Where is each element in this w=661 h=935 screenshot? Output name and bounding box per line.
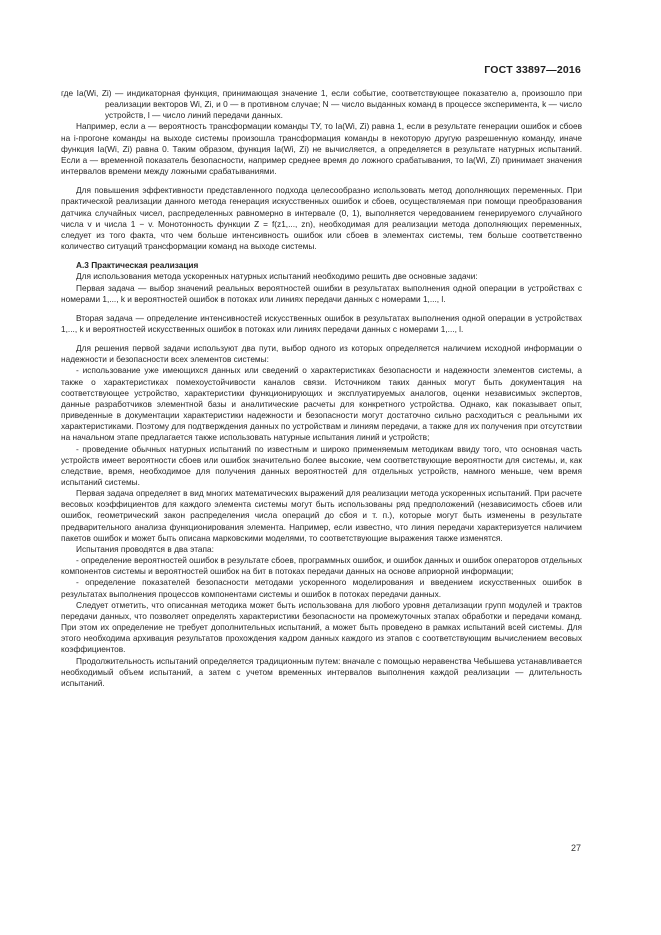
list-item-stage-one: - определение вероятностей ошибок в результате сбоев, программных ошибок, и ошибок данных и ошибок операторов отдельных компонентов системы и вероятностей ошибок на бит в потоках передачи данных на основе априорной информации; <box>61 555 582 577</box>
paragraph-method-note: Следует отметить, что описанная методика может быть использована для любого уровня детализации групп модулей и трактов передачи данных, что позволяет определять характеристики безопасности на промежуточных этапах обработки и передачи команд. При этом их определение не требует дополнительных испытаний, а может быть проведено в рамках испытаний всей системы. Для этого необходима архивация результатов прохождения кадром данных каждого из этапов с соответствующим вычислением весовых коэффициентов. <box>61 599 582 655</box>
paragraph-example: Например, если a — вероятность трансформации команды ТУ, то Ia(Wi, Zi) равна 1, если в результате генерации ошибок и сбоев на i-прогоне команды на выходе системы произошла трансформация команды в некоторую другую разрешенную команду, иначе функция Ia(Wi, Zi) равна 0. Таким образом, функция Ia(Wi, Zi) не вычисляется, а определяется в результате натурных испытаний. Если a — временной показатель безопасности, например среднее время до ложного срабатывания, то Ia(Wi, Zi) принимает значения интервалов времени между ложными срабатываниями. <box>61 121 582 177</box>
paragraph-complementary-variables: Для повышения эффективности представленного подхода целесообразно использовать метод дополняющих переменных. При практической реализации данного метода генерация искусственных ошибок и сбоев, осуществляемая при помощи преобразования датчика случайных чисел, распределенных равномерно в интервале (0, 1), выполняется чередованием генерируемого случайного числа v и числа 1 − v. Монотонность функции Z = f(z1,..., zn), необходимая для реализации метода дополняющих переменных, следует из того факта, что чем больше интенсивность ошибок или сбоев в элементах системы, тем больше соответственно количество ситуаций трансформации команд на выходе системы. <box>61 185 582 252</box>
document-body <box>61 88 582 689</box>
paragraph-definitions: где Ia(Wi, Zi) — индикаторная функция, принимающая значение 1, если событие, соответствующее показателю a, произошло при реализации векторов Wi, Zi, и 0 — в противном случае; N — число выданных команд в процессе эксперимента, k — число устройств, l — число линий передачи данных. <box>61 88 582 121</box>
paragraph-solution-paths: Для решения первой задачи используют два пути, выбор одного из которых определяется наличием исходной информации о надежности и безопасности всех элементов системы: <box>61 343 582 365</box>
paragraph-tasks-intro: Для использования метода ускоренных натурных испытаний необходимо решить две основные задачи: <box>76 271 478 282</box>
document-header: ГОСТ 33897—2016 <box>484 64 581 76</box>
page-number: 27 <box>571 843 582 853</box>
list-item-existing-data: - использование уже имеющихся данных или сведений о характеристиках безопасности и надежности элементов системы, а также о характеристиках помехоустойчивости каналов связи. Источником таких данных могут быть документация на соответствующее устройство, характеристики функционирующих и эксплуатируемых аналогов, оценки независимых экспертов, данные разработчиков элементной базы и аналитические расчеты для конкретного устройства. Однако, как показывает опыт, приведенные в документации характеристики надежности и безопасности могут достаточно сильно расходиться с реальными их характеристиками. Поэтому для подтверждения данных по устройствам и линиям передачи, а также для их получения при отсутствии на начальном этапе предлагается также использовать натурные испытания линий и устройств; <box>61 365 582 443</box>
paragraph-test-duration: Продолжительность испытаний определяется традиционным путем: вначале с помощью неравенства Чебышева устанавливается необходимый объем испытаний, а затем с учетом временных интервалов выполнения каждой реализации — длительность испытаний. <box>61 655 582 688</box>
paragraph-second-task: Вторая задача — определение интенсивностей искусственных ошибок в результатах выполнения одной операции в устройствах 1,..., k и вероятностей искусственных ошибок в потоках или линиях передачи данных с номерами 1,..., l. <box>61 312 582 334</box>
paragraph-test-stages: Испытания проводятся в два этапа: <box>76 543 214 554</box>
spacer <box>61 252 582 260</box>
spacer <box>61 335 582 343</box>
list-item-field-tests: - проведение обычных натурных испытаний по известным и широко применяемым методикам ввиду того, что основная часть устройств имеет вероятности сбоев или ошибок значительно более высокие, чем соответствующие вероятности для системы, и, как следствие, время, необходимое для получения данных вероятностей для отдельных устройств, намного меньше, чем время испытаний системы. <box>61 443 582 487</box>
section-heading: А.3 Практическая реализация <box>76 260 199 271</box>
list-item-stage-two: - определение показателей безопасности методами ускоренного моделирования и введением искусственных ошибок в результатах выполнения процессов компонентами системы и ошибок в потоках передачи данных. <box>61 577 582 599</box>
spacer <box>61 177 582 185</box>
paragraph-first-task-details: Первая задача определяет в вид многих математических выражений для реализации метода ускоренных испытаний. При расчете весовых коэффициентов для каждого элемента системы могут быть использованы ряд предположений (независимость сбоев или ошибок, геометрический закон распределения числа операций до сбоя и т. п.), которые могут быть изменены в результате предварительного анализа функционирования элемента. Например, если известно, что линия передачи характеризуется наличием пакетов ошибок и может быть описана марковскими моделями, то соответствующие выражения также изменятся. <box>61 488 582 543</box>
spacer <box>61 305 582 313</box>
paragraph-first-task: Первая задача — выбор значений реальных вероятностей ошибки в результатах выполнения одной операции в устройствах с номерами 1,..., k и вероятностей ошибок в потоках или линиях передачи данных с номерами 1,..., l. <box>61 282 582 304</box>
